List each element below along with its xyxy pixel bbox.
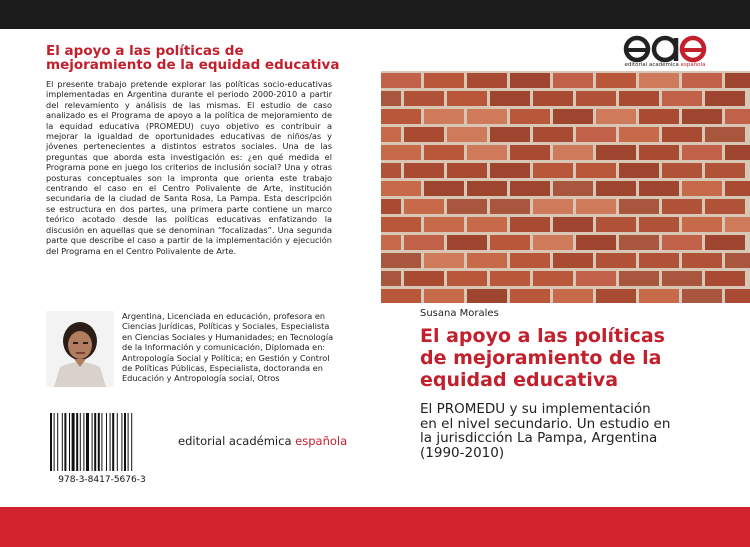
subtitle-line-2: en el nivel secundario. Un estudio en [420, 415, 671, 432]
publisher-name: editorial académica [178, 434, 296, 448]
front-cover-subtitle [420, 402, 700, 460]
logo-caption-text: editorial académica [624, 62, 681, 68]
brick-wall-photo [381, 71, 750, 303]
barcode-block [46, 413, 158, 486]
logo-caption-accent: española [680, 62, 706, 68]
barcode-icon [46, 413, 158, 473]
author-bio: Argentina, Licenciada en educación, profesora en Ciencias Jurídicas, Políticas y Sociales, Especialista en Ciencias Sociales y Humanidades; en Tecnología de la Información y comunicación, Diplomada en: Antropología Social y Política; en Gestión y Control de Políticas Públicas, Especialista, doctoranda en Educación y Antropología social, Otros [122, 311, 334, 384]
front-author-name: Susana Morales [420, 308, 499, 319]
front-title-line-1: El apoyo a las políticas [420, 325, 665, 347]
back-title-line-1: El apoyo a las políticas de [46, 43, 244, 59]
top-bar [0, 0, 750, 29]
subtitle-line-1: El PROMEDU y su implementación [420, 401, 651, 417]
subtitle-line-4: (1990-2010) [420, 444, 505, 461]
author-portrait [46, 311, 114, 387]
front-cover-title [420, 325, 740, 391]
logo-caption [620, 62, 710, 68]
bottom-bar [0, 507, 750, 547]
publisher-name-accent: española [295, 434, 348, 448]
subtitle-line-3: la jurisdicción La Pampa, Argentina [420, 430, 658, 446]
back-cover-description: El presente trabajo pretende explorar las políticas socio-educativas implementadas en Argentina durante el periodo 2000-2010 a partir del relevamiento y análisis de las mismas. El estudio de caso analizado es el Programa de apoyo a la política de mejoramiento de la equidad educativa (PROMEDU) cuyo objetivo es contribuir a mejorar la igualdad de oportunidades educativas de niños/as y jóvenes pertenecientes a distintos estratos sociales. Una de las preguntas que aborda esta investigación es: ¿en qué medida el Programa pone en juego los criterios de inclusión social? Una y otras posturas conceptuales son la impronta que orienta este trabajo centrando el caso en el Centro Polivalente de Arte, institución secundaria de la ciudad de Santa Rosa, La Pampa. Esta descripción se estructura en dos partes, una primera parte contiene un marco teórico acotado desde las políticas educativas enfatizando la discusión en aquellas que se denominan “focalizadas”. Una segunda parte que describe el caso a partir de la implementación y ejecución del Programa en el Centro Polivalente de Arte. [46, 79, 332, 256]
isbn-number: 978-3-8417-5676-3 [58, 475, 146, 485]
back-cover-title [46, 44, 356, 72]
front-title-line-3: equidad educativa [420, 369, 619, 391]
back-title-line-2: mejoramiento de la equidad educativa [46, 57, 340, 73]
publisher-name-back [178, 434, 347, 448]
front-title-line-2: de mejoramiento de la [420, 347, 662, 369]
